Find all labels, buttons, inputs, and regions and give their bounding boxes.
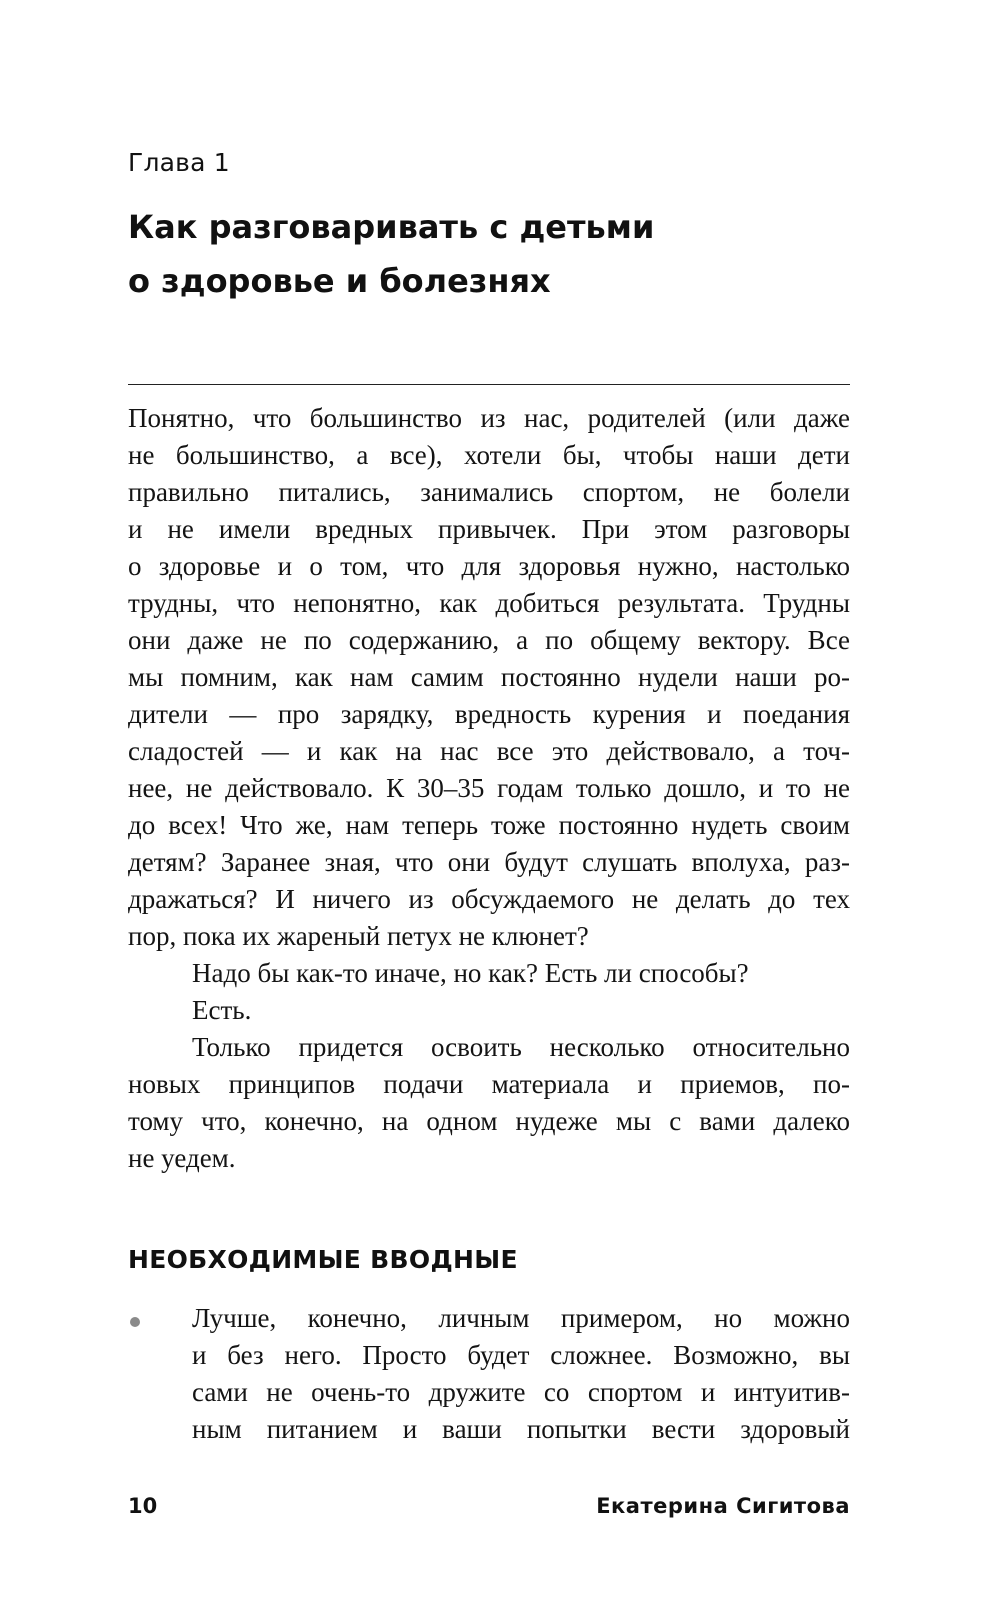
text-line: о здоровье и о том, что для здоровья нужно, настолько <box>128 551 850 581</box>
text-line: сладостей — и как на нас все это действовало, а точ- <box>128 736 850 766</box>
text-line: Только придется освоить несколько относительно <box>192 1032 850 1062</box>
text-line: нее, не действовало. К 30–35 годам только дошло, и то не <box>128 773 850 803</box>
text-line: правильно питались, занимались спортом, не болели <box>128 477 850 507</box>
text-line: Лучше, конечно, личным примером, но можно <box>192 1303 850 1333</box>
bullet-item-text <box>192 1300 850 1448</box>
author-name: Екатерина Сигитова <box>596 1494 850 1518</box>
section-divider <box>128 384 850 385</box>
section-heading: НЕОБХОДИМЫЕ ВВОДНЫЕ <box>128 1245 518 1274</box>
text-line: трудны, что непонятно, как добиться результата. Трудны <box>128 588 850 618</box>
text-line: и не имели вредных привычек. При этом разговоры <box>128 514 850 544</box>
text-line: Есть. <box>192 995 252 1025</box>
page-number: 10 <box>128 1494 158 1518</box>
text-line: не уедем. <box>128 1143 236 1173</box>
text-line: Понятно, что большинство из нас, родителей (или даже <box>128 403 850 433</box>
text-line: дители — про зарядку, вредность курения и поедания <box>128 699 850 729</box>
text-line: и без него. Просто будет сложнее. Возможно, вы <box>192 1340 850 1370</box>
text-line: мы помним, как нам самим постоянно нудели наши ро- <box>128 662 850 692</box>
text-line: пор, пока их жареный петух не клюнет? <box>128 921 589 951</box>
body-text <box>128 400 850 1177</box>
text-line: сами не очень-то дружите со спортом и интуитив- <box>192 1377 850 1407</box>
chapter-title <box>128 200 848 308</box>
chapter-title-line: Как разговаривать с детьми <box>128 208 655 246</box>
chapter-label: Глава 1 <box>128 148 230 177</box>
text-line: дражаться? И ничего из обсуждаемого не делать до тех <box>128 884 850 914</box>
bullet-icon <box>130 1317 140 1327</box>
text-line: тому что, конечно, на одном нудеже мы с вами далеко <box>128 1106 850 1136</box>
text-line: ным питанием и ваши попытки вести здоровый <box>192 1414 850 1444</box>
text-line: новых принципов подачи материала и приемов, по- <box>128 1069 850 1099</box>
text-line: они даже не по содержанию, а по общему вектору. Все <box>128 625 850 655</box>
chapter-title-line: о здоровье и болезнях <box>128 262 551 300</box>
text-line: не большинство, а все), хотели бы, чтобы наши дети <box>128 440 850 470</box>
text-line: детям? Заранее зная, что они будут слушать вполуха, раз- <box>128 847 850 877</box>
text-line: до всех! Что же, нам теперь тоже постоянно нудеть своим <box>128 810 850 840</box>
text-line: Надо бы как-то иначе, но как? Есть ли способы? <box>192 958 749 988</box>
